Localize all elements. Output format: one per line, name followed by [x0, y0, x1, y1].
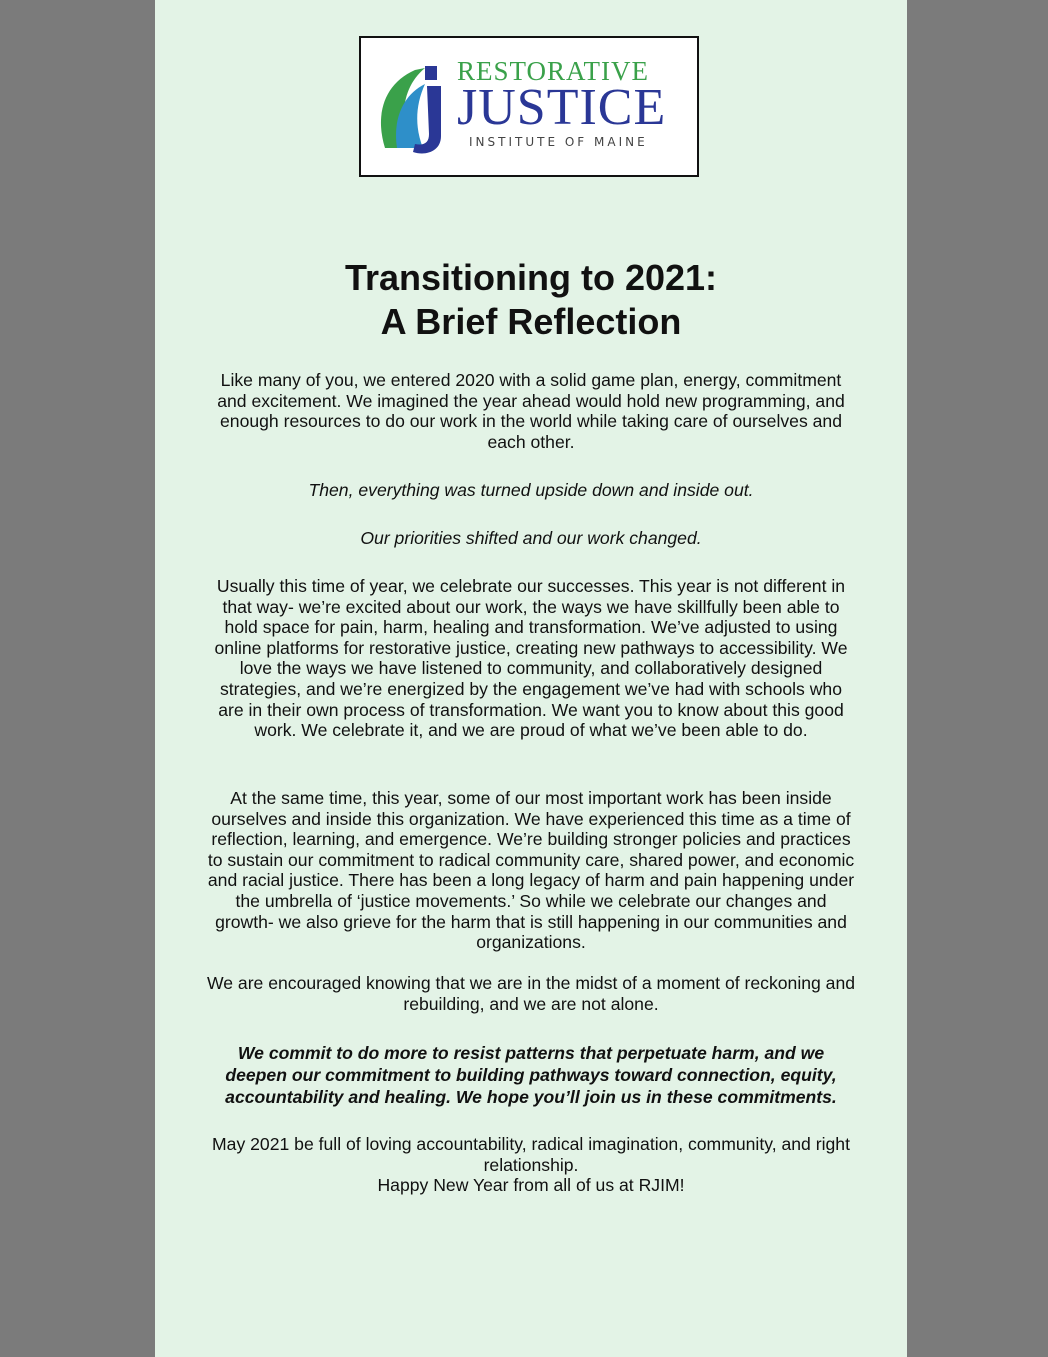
logo-mark-icon: [375, 56, 465, 156]
paragraph-encouraged: We are encouraged knowing that we are in the midst of a moment of reckoning and rebuilding, and we are not alone.: [206, 973, 856, 1014]
page-title: [155, 256, 907, 344]
happy-new-year-text: Happy New Year from all of us at RJIM!: [377, 1175, 685, 1196]
logo-text-institute: INSTITUTE OF MAINE: [469, 135, 648, 149]
paragraph-priorities: Our priorities shifted and our work changed.: [360, 528, 702, 548]
title-line-1: Transitioning to 2021:: [344, 257, 718, 298]
document-page: [155, 0, 907, 1357]
paragraph-wishes: [205, 1134, 857, 1196]
paragraph-upside-down: Then, everything was turned upside down and inside out.: [308, 480, 754, 500]
logo-text-restorative: RESTORATIVE: [457, 56, 650, 86]
wishes-text: May 2021 be full of loving accountability, radical imagination, community, and right relationship.: [212, 1134, 850, 1175]
title-line-2: A Brief Reflection: [380, 301, 682, 342]
paragraph-commitment: We commit to do more to resist patterns that perpetuate harm, and we deepen our commitment to building pathways toward connection, equity, accountability and healing. We hope you’ll join us in these commitments.: [225, 1043, 837, 1107]
logo-text-justice: JUSTICE: [457, 79, 667, 136]
paragraph-internal-work: At the same time, this year, some of our most important work has been inside ourselves and inside this organization. We have experienced this time as a time of reflection, learning, and emergence. We’re building stronger policies and practices to sustain our commitment to radical community care, shared power, and economic and racial justice. There has been a long legacy of harm and pain happening under the umbrella of ‘justice movements.’ So while we celebrate our changes and growth- we also grieve for the harm that is still happening in our communities and organizations.: [207, 788, 855, 953]
logo: [359, 36, 699, 177]
paragraph-successes: Usually this time of year, we celebrate our successes. This year is not different in that way- we’re excited about our work, the ways we have skillfully been able to hold space for pain, harm, healing and transformation. We’ve adjusted to using online platforms for restorative justice, creating new pathways to accessibility. We love the ways we have listened to community, and collaboratively designed strategies, and we’re energized by the engagement we’ve had with schools who are in their own process of transformation. We want you to know about this good work. We celebrate it, and we are proud of what we’ve been able to do.: [214, 576, 848, 741]
paragraph-intro: Like many of you, we entered 2020 with a solid game plan, energy, commitment and excitement. We imagined the year ahead would hold new programming, and enough resources to do our work in the world while taking care of ourselves and each other.: [217, 370, 845, 452]
